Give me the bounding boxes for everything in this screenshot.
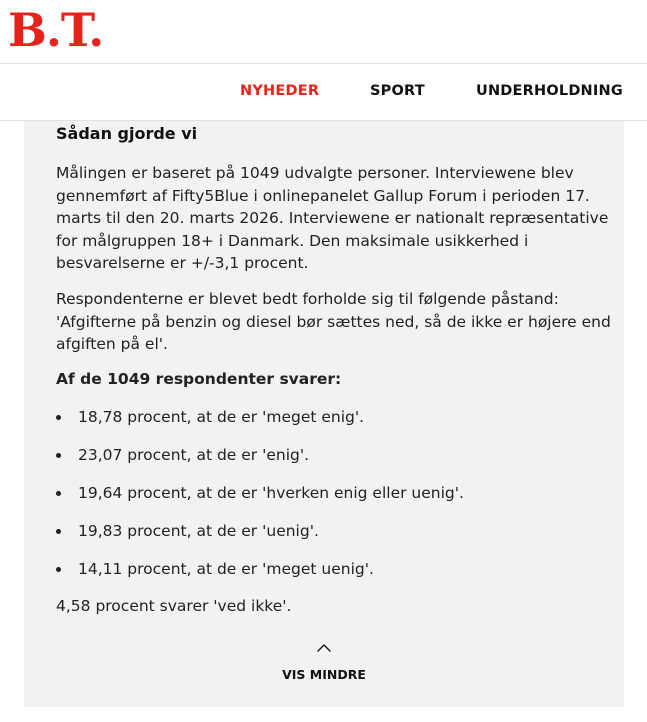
bullet-icon (56, 415, 61, 420)
logo-text: B.T. (8, 8, 104, 50)
nav-item-sport[interactable]: SPORT (370, 83, 425, 99)
paragraph-line: Målingen er baseret på 1049 udvalgte personer. Interviewene blev (56, 164, 574, 182)
bullet-icon (56, 529, 61, 534)
list-item-text: 19,83 procent, at de er 'uenig'. (78, 522, 319, 540)
nav-item-underholdning[interactable]: UNDERHOLDNING (476, 83, 623, 99)
paragraph-line: for målgruppen 18+ i Danmark. Den maksimale usikkerhed i (56, 231, 529, 250)
factbox-title: Sådan gjorde vi (56, 124, 198, 143)
bt-logo[interactable] (8, 8, 138, 50)
fact-box (24, 121, 624, 707)
dont-know-footnote: 4,58 procent svarer 'ved ikke'. (56, 597, 292, 615)
paragraph-line: besvarelserne er +/-3,1 procent. (56, 254, 309, 273)
list-item-text: 18,78 procent, at de er 'meget enig'. (78, 408, 365, 426)
paragraph-line: marts til den 20. marts 2026. Interviewene er nationalt repræsentative (56, 209, 609, 228)
list-item-text: 14,11 procent, at de er 'meget uenig'. (78, 560, 374, 578)
bullet-icon (56, 453, 61, 458)
list-item-text: 19,64 procent, at de er 'hverken enig eller uenig'. (78, 484, 464, 502)
bullet-icon (56, 491, 61, 496)
paragraph-line: Respondenterne er blevet bedt forholde sig til følgende påstand: (56, 290, 559, 308)
site-header (0, 0, 647, 64)
nav-item-nyheder[interactable]: NYHEDER (240, 83, 320, 99)
method-paragraph (56, 162, 608, 275)
paragraph-line: gennemført af Fifty5Blue i onlinepanelet Gallup Forum i perioden 17. (56, 186, 590, 205)
chevron-up-icon (316, 643, 332, 653)
bullet-icon (56, 567, 61, 572)
paragraph-line: afgiften på el'. (56, 335, 168, 354)
list-item-text: 23,07 procent, at de er 'enig'. (78, 446, 310, 464)
statement-paragraph (56, 288, 611, 356)
results-heading: Af de 1049 respondenter svarer: (56, 370, 342, 388)
show-less-label: VIS MINDRE (282, 667, 366, 682)
main-navigation (0, 63, 647, 121)
paragraph-line: 'Afgifterne på benzin og diesel bør sættes ned, så de ikke er højere end (56, 312, 611, 331)
show-less-button[interactable] (264, 641, 384, 689)
